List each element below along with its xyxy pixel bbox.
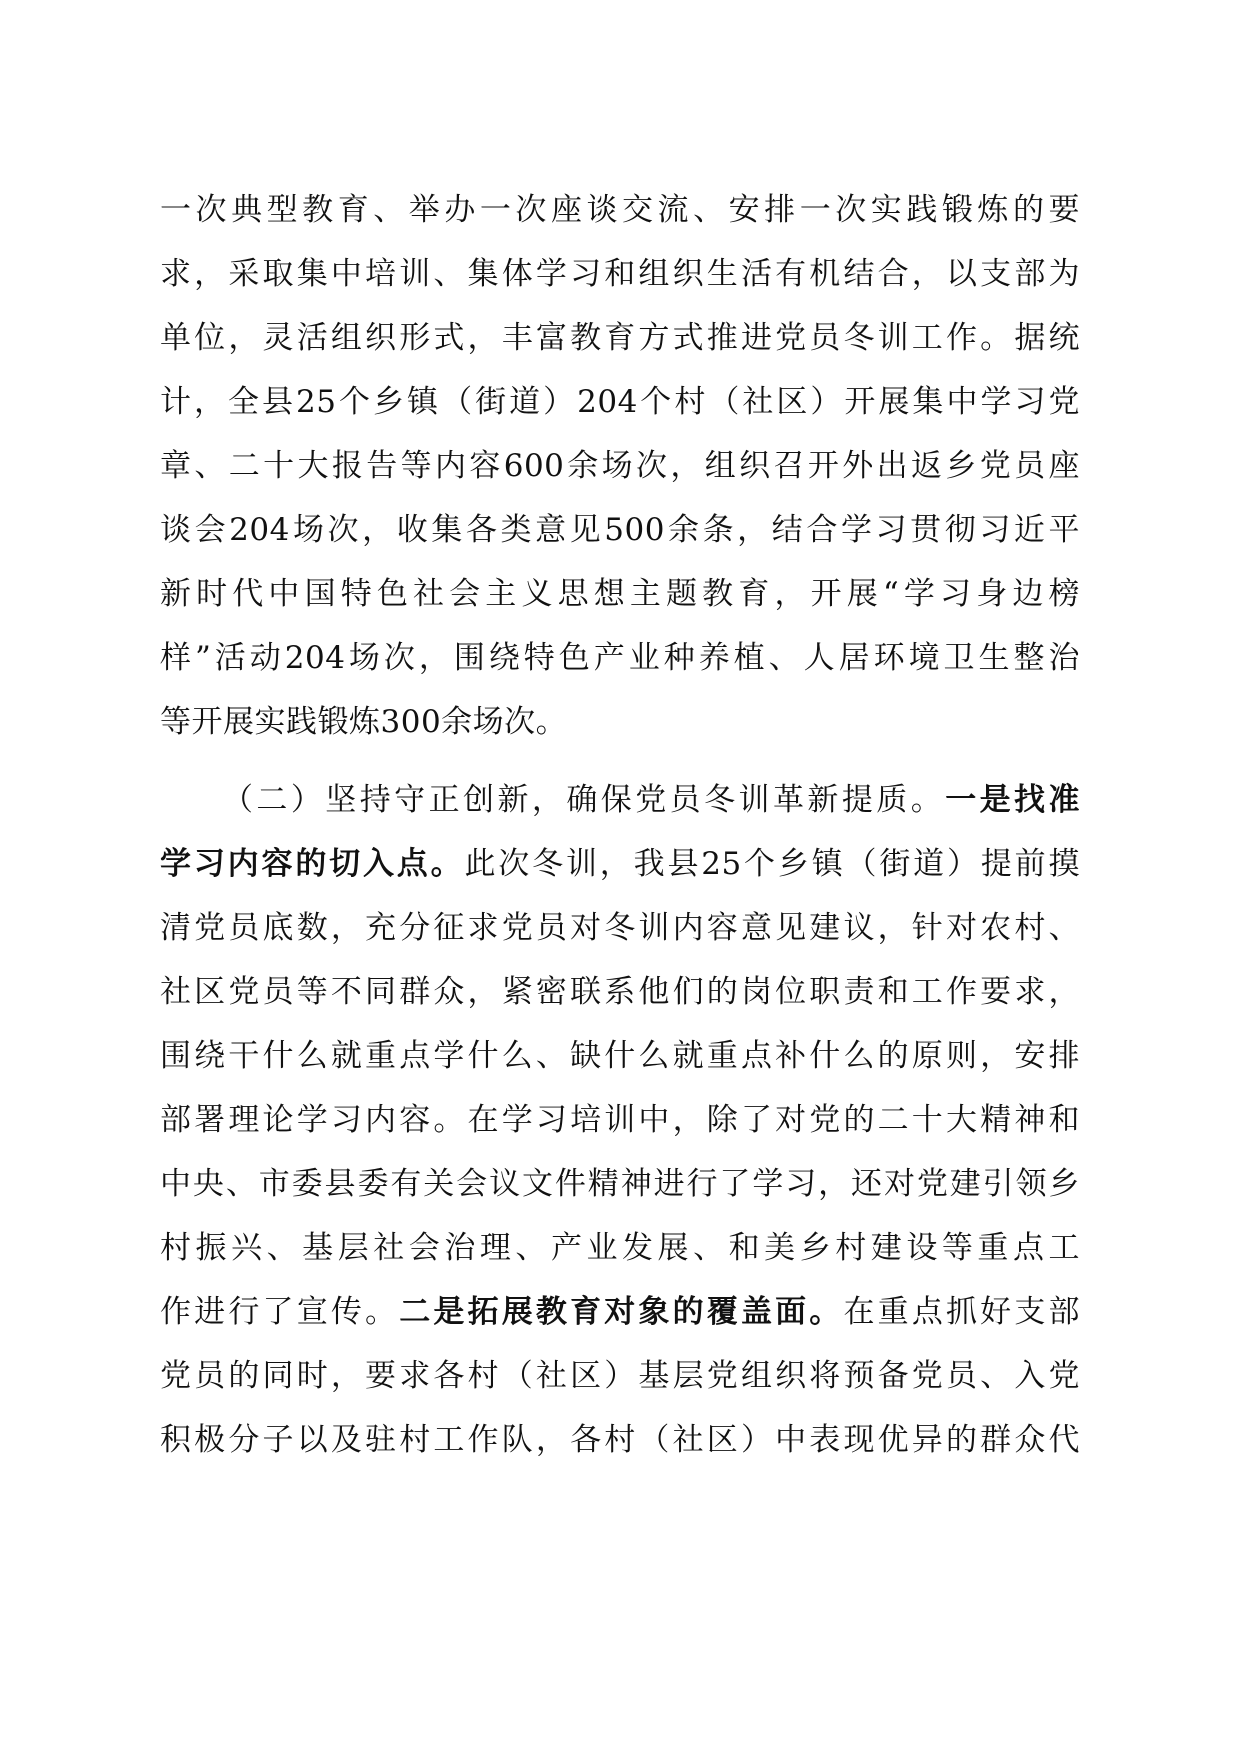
paragraph-line: 新时代中国特色社会主义思想主题教育，开展“学习身边榜 [160, 576, 1080, 612]
paragraph-line [160, 1282, 1080, 1342]
paragraph-line: 章、二十大报告等内容600余场次，组织召开外出返乡党员座 [160, 448, 1080, 484]
paragraph-line: 党员的同时，要求各村（社区）基层党组织将预备党员、入党 [160, 1358, 1080, 1394]
paragraph-line: 求，采取集中培训、集体学习和组织生活有机结合，以支部为 [160, 256, 1080, 292]
bold-point-heading: 学习内容的切入点。 [160, 846, 465, 882]
paragraph-line: 清党员底数，充分征求党员对冬训内容意见建议，针对农村、 [160, 910, 1080, 946]
paragraph-line: 社区党员等不同群众，紧密联系他们的岗位职责和工作要求， [160, 974, 1080, 1010]
paragraph-line [160, 834, 1080, 894]
bold-point-heading: 二是拓展教育对象的覆盖面。 [399, 1294, 844, 1330]
paragraph-line: 村振兴、基层社会治理、产业发展、和美乡村建设等重点工 [160, 1230, 1080, 1266]
paragraph-line: 中央、市委县委有关会议文件精神进行了学习，还对党建引领乡 [160, 1166, 1080, 1202]
paragraph-text: 此次冬训，我县25个乡镇（街道）提前摸 [464, 846, 1081, 882]
paragraph-line: 部署理论学习内容。在学习培训中，除了对党的二十大精神和 [160, 1102, 1080, 1138]
paragraph-text: 作进行了宣传。 [160, 1294, 400, 1330]
paragraph-line: 一次典型教育、举办一次座谈交流、安排一次实践锻炼的要 [160, 192, 1080, 228]
paragraph-text: 在重点抓好支部 [843, 1294, 1081, 1330]
paragraph-line: 样”活动204场次，围绕特色产业种养植、人居环境卫生整治 [160, 640, 1080, 676]
paragraph-line: 积极分子以及驻村工作队，各村（社区）中表现优异的群众代 [160, 1422, 1080, 1458]
paragraph-line: 等开展实践锻炼300余场次。 [160, 704, 568, 740]
section-heading: （二）坚持守正创新，确保党员冬训革新提质。 [222, 782, 946, 818]
paragraph-line: 谈会204场次，收集各类意见500余条，结合学习贯彻习近平 [160, 512, 1080, 548]
bold-point-heading: 一是找准 [945, 782, 1080, 818]
paragraph-line: 围绕干什么就重点学什么、缺什么就重点补什么的原则，安排 [160, 1038, 1080, 1074]
paragraph-line [160, 770, 1080, 830]
paragraph-line: 计，全县25个乡镇（街道）204个村（社区）开展集中学习党 [160, 384, 1080, 420]
paragraph-line: 单位，灵活组织形式，丰富教育方式推进党员冬训工作。据统 [160, 320, 1080, 356]
